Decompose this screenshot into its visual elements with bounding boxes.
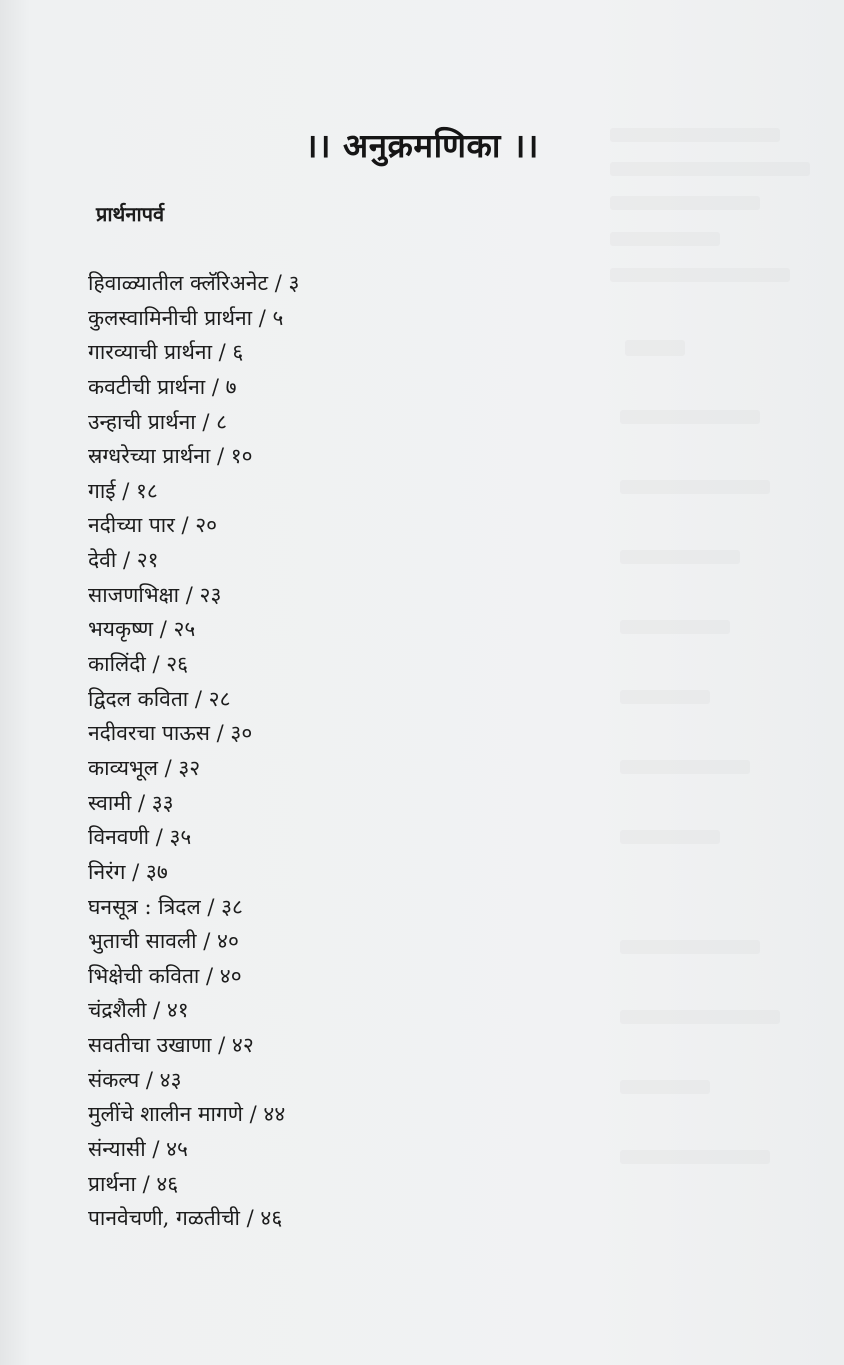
page-title: ।। अनुक्रमणिका ।। <box>305 126 539 165</box>
toc-entry: काव्यभूल / ३२ <box>88 755 201 780</box>
bleed-through-mark <box>620 1010 780 1024</box>
bleed-through-mark <box>610 232 720 246</box>
toc-entry: द्विदल कविता / २८ <box>88 686 231 711</box>
toc-entry: संन्यासी / ४५ <box>88 1137 188 1162</box>
bleed-through-mark <box>620 940 760 954</box>
bleed-through-mark <box>620 830 720 844</box>
toc-entry: कालिंदी / २६ <box>88 652 189 677</box>
bleed-through-mark <box>620 480 770 494</box>
toc-entry: चंद्रशैली / ४१ <box>88 998 189 1023</box>
toc-entry: भुताची सावली / ४० <box>88 929 239 954</box>
toc-entry: गाई / १८ <box>88 478 158 503</box>
toc-entry: गारव्याची प्रार्थना / ६ <box>88 340 244 365</box>
toc-entry: घनसूत्र : त्रिदल / ३८ <box>88 894 243 919</box>
section-heading: प्रार्थनापर्व <box>96 202 165 226</box>
toc-entry: हिवाळ्यातील क्लॅरिअनेट / ३ <box>88 271 300 295</box>
toc-entry: पानवेचणी, गळतीची / ४६ <box>88 1206 283 1231</box>
toc-entry: स्रग्धरेच्या प्रार्थना / १० <box>88 444 253 469</box>
toc-entry: देवी / २१ <box>88 548 159 573</box>
toc-entry: विनवणी / ३५ <box>88 825 192 850</box>
toc-entry: संकल्प / ४३ <box>88 1067 182 1092</box>
toc-entry: कवटीची प्रार्थना / ७ <box>88 374 237 399</box>
toc-entry: प्रार्थना / ४६ <box>88 1171 179 1196</box>
toc-entry: स्वामी / ३३ <box>88 790 174 815</box>
bleed-through-mark <box>620 550 740 564</box>
toc-entry: नदीवरचा पाऊस / ३० <box>88 721 253 746</box>
toc-entry: मुलींचे शालीन मागणे / ४४ <box>88 1102 286 1127</box>
toc-entry: भिक्षेची कविता / ४० <box>88 963 242 988</box>
bleed-through-mark <box>620 620 730 634</box>
toc-entry: साजणभिक्षा / २३ <box>88 582 222 607</box>
toc-entry: सवतीचा उखाणा / ४२ <box>88 1033 254 1058</box>
toc-entry: निरंग / ३७ <box>88 859 168 884</box>
bleed-through-mark <box>620 1080 710 1094</box>
bleed-through-mark <box>610 268 790 282</box>
bleed-through-mark <box>625 340 685 356</box>
bleed-through-mark <box>620 690 710 704</box>
table-of-contents <box>88 266 299 1236</box>
toc-entry: भयकृष्ण / २५ <box>88 617 196 642</box>
bleed-through-mark <box>620 760 750 774</box>
bleed-through-mark <box>610 196 760 210</box>
bleed-through-mark <box>620 410 760 424</box>
toc-entry: कुलस्वामिनीची प्रार्थना / ५ <box>88 305 284 330</box>
toc-entry: उन्हाची प्रार्थना / ८ <box>88 409 228 434</box>
bleed-through-mark <box>620 1150 770 1164</box>
toc-entry: नदीच्या पार / २० <box>88 513 218 538</box>
